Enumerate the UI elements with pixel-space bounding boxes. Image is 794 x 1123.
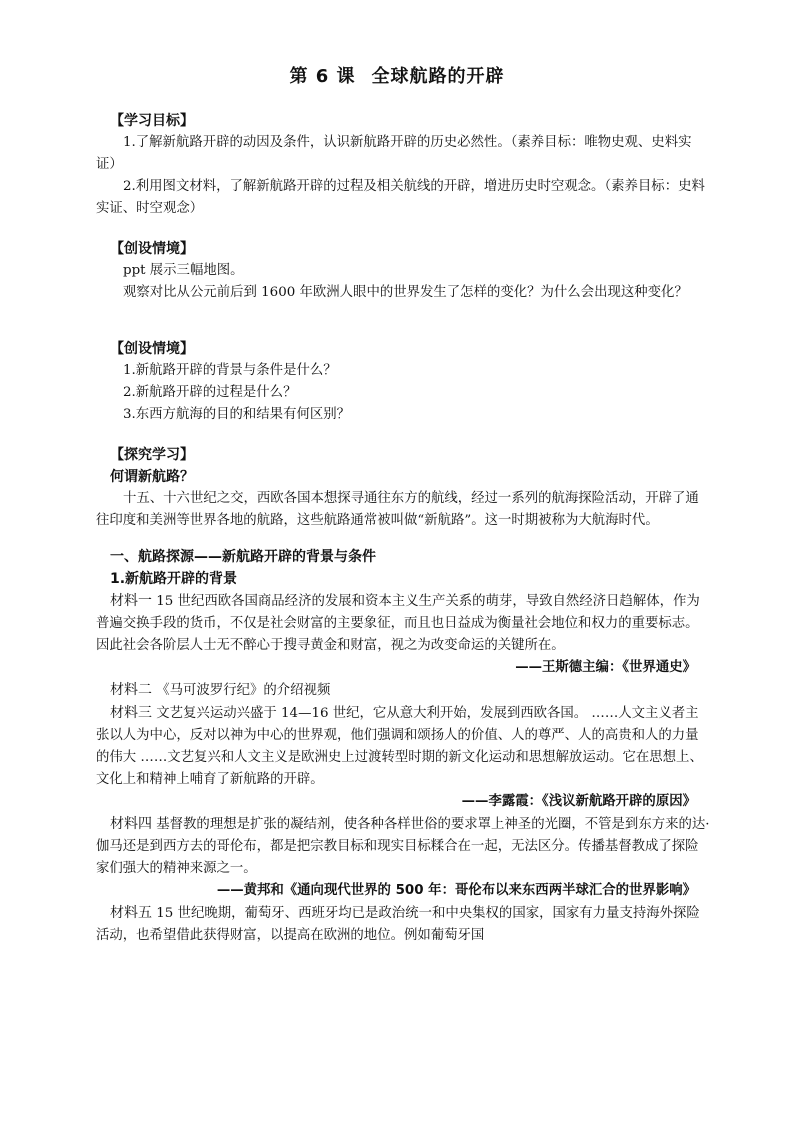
scenario-question: 1.新航路开辟的背景与条件是什么？ [123,363,337,378]
scenario-question: 3.东西方航海的目的和结果有何区别？ [123,407,351,422]
lesson-name: 全球航路的开辟 [371,66,505,87]
objective-item: 2.利用图文材料，了解新航路开辟的过程及相关航线的开辟，增进历史时空观念。（素养目标：史料实证、时空观念） [96,179,705,216]
material-label: 材料一 [110,593,152,609]
material-text: 《马可波罗行纪》的介绍视频 [152,683,331,698]
lesson-number: 第 6 课 [289,66,356,87]
material-text: 文艺复兴运动兴盛于 14—16 世纪，它从意大利开始，发展到西欧各国。 ……人文主义者主张以人为中心，反对以神为中心的世界观，他们强调和颂扬人的价值、人的尊严、人的高贵和人的力量的伟大 ……文艺复兴和人文主义是欧洲史上过渡转型时期的新文化运动和思想解放运动。它在思想上、文化上和精神上哺育了新航路的开辟。 [96,706,703,787]
objective-item: 1.了解新航路开辟的动因及条件，认识新航路开辟的历史必然性。（素养目标：唯物史观、史料实证） [96,135,692,172]
scenario-heading: 【创设情境】 [110,341,194,357]
material-label: 材料二 [110,682,152,698]
material-label: 材料三 [110,705,152,721]
scenario-question: 2.新航路开辟的过程是什么？ [123,385,297,400]
material-text: 基督教的理想是扩张的凝结剂，使各种各样世俗的要求罩上神圣的光圈，不管是到东方来的达·伽马还是到西方去的哥伦布，都是把宗教目标和现实目标糅合在一起，无法区分。传播基督教成了探险家们强大的精神来源之一。 [96,817,710,876]
scenario-line: ppt 展示三幅地图。 [123,263,244,278]
material-paragraph [96,702,710,791]
lesson-title [0,62,794,88]
explore-text: 十五、十六世纪之交，西欧各国本想探寻通往东方的航线，经过一系列的航海探险活动，开辟了通往印度和美洲等世界各地的航路，这些航路通常被叫做“新航路”。这一时期被称为大航海时代。 [96,491,699,528]
material-paragraph [96,813,710,880]
material-source: ——王斯德主编：《世界通史》 [515,660,696,675]
material-paragraph [96,679,710,702]
material-label: 材料五 [110,905,152,921]
material-paragraph [96,590,710,657]
material-text: 15 世纪晚期，葡萄牙、西班牙均已是政治统一和中央集权的国家，国家有力量支持海外探险活动，也希望借此获得财富，以提高在欧洲的地位。例如葡萄牙国 [96,906,700,943]
scenario-heading: 【创设情境】 [110,241,194,257]
objectives-heading: 【学习目标】 [110,113,194,129]
scenario-line: 观察对比从公元前后到 1600 年欧洲人眼中的世界发生了怎样的变化？为什么会出现这种变化？ [123,285,688,300]
explore-question: 何谓新航路？ [110,469,194,485]
section-heading: 一、航路探源——新航路开辟的背景与条件 [110,549,376,565]
explore-heading: 【探究学习】 [110,447,194,463]
material-paragraph [96,902,710,947]
material-source: ——黄邦和《通向现代世界的 500 年：哥伦布以来东西两半球汇合的世界影响》 [216,883,696,898]
material-text: 15 世纪西欧各国商品经济的发展和资本主义生产关系的萌芽，导致自然经济日趋解体，作为普遍交换手段的货币，不仅是社会财富的主要象征，而且也日益成为衡量社会地位和权力的重要标志。因此社会各阶层人士无不醉心于搜寻黄金和财富，视之为改变命运的关键所在。 [96,594,700,653]
section-subheading: 1.新航路开辟的背景 [110,571,238,587]
material-source: ——李露霞：《浅议新航路开辟的原因》 [461,794,696,809]
material-label: 材料四 [110,816,152,832]
document-body [96,110,710,947]
